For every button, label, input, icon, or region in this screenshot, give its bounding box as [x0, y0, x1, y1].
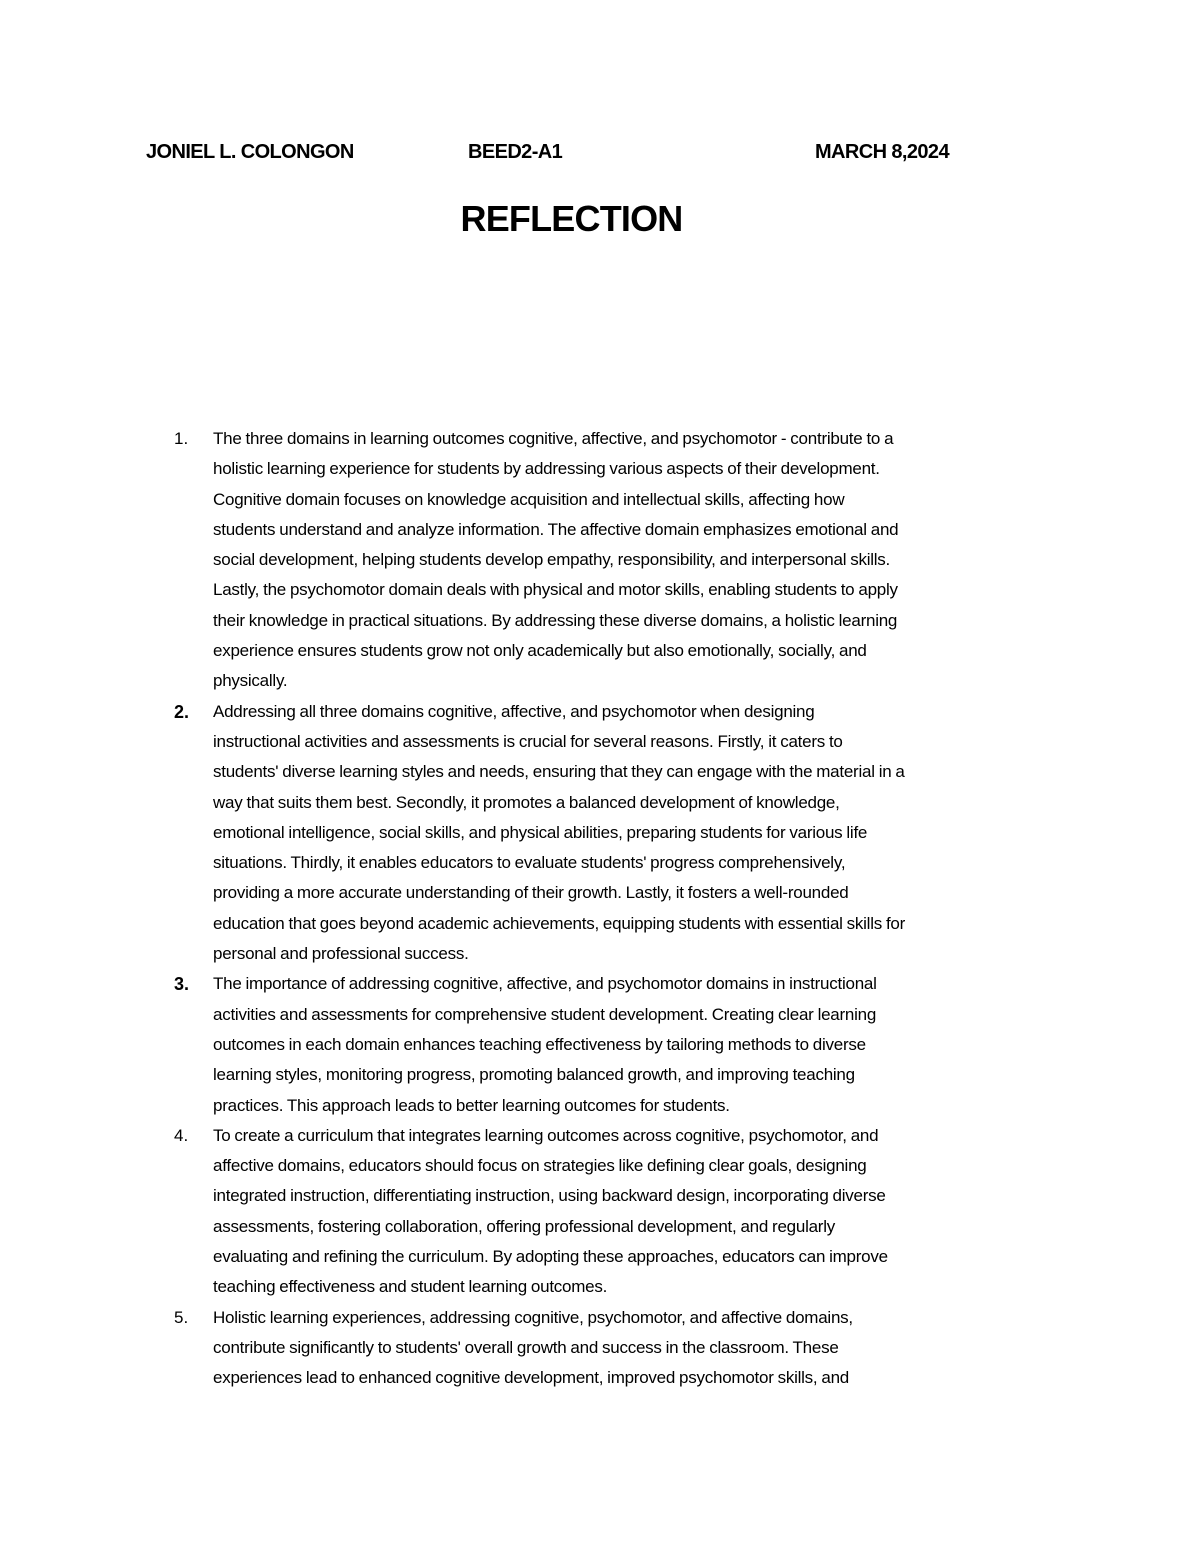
list-item-text	[213, 424, 1063, 697]
list-item	[0, 424, 1200, 697]
text-line: Addressing all three domains cognitive, affective, and psychomotor when designing	[213, 701, 815, 721]
text-line: Cognitive domain focuses on knowledge acquisition and intellectual skills, affecting how	[213, 489, 845, 509]
text-line: contribute significantly to students' overall growth and success in the classroom. These	[213, 1337, 839, 1357]
text-line: personal and professional success.	[213, 944, 469, 964]
text-line: teaching effectiveness and student learning outcomes.	[213, 1277, 608, 1297]
text-line: social development, helping students develop empathy, responsibility, and interpersonal skills.	[213, 550, 891, 570]
text-line: The importance of addressing cognitive, affective, and psychomotor domains in instructional	[213, 974, 877, 994]
text-line: affective domains, educators should focus on strategies like defining clear goals, designing	[213, 1156, 867, 1176]
reflection-list	[0, 424, 1200, 1394]
text-line: outcomes in each domain enhances teaching effectiveness by tailoring methods to diverse	[213, 1034, 866, 1054]
course-section: BEED2-A1	[468, 141, 563, 163]
list-item-number: 4.	[174, 1125, 189, 1145]
text-line: physically.	[213, 671, 288, 691]
list-item-number: 2.	[174, 701, 190, 722]
list-item-number: 1.	[174, 429, 189, 448]
text-line: assessments, fostering collaboration, offering professional development, and regularly	[213, 1216, 835, 1236]
text-line: activities and assessments for comprehensive student development. Creating clear learning	[213, 1004, 877, 1024]
text-line: experiences lead to enhanced cognitive development, improved psychomotor skills, and	[213, 1368, 849, 1388]
text-line: students' diverse learning styles and needs, ensuring that they can engage with the material in a	[213, 762, 905, 782]
list-item-number: 5.	[174, 1307, 189, 1327]
text-line: The three domains in learning outcomes cognitive, affective, and psychomotor - contribute to a	[213, 429, 894, 448]
list-item-number: 3.	[174, 974, 190, 995]
text-line: evaluating and refining the curriculum. By adopting these approaches, educators can improve	[213, 1247, 888, 1267]
text-line: holistic learning experience for students by addressing various aspects of their development.	[213, 459, 880, 479]
list-item	[0, 697, 1200, 970]
text-line: situations. Thirdly, it enables educators to evaluate students' progress comprehensively,	[213, 853, 846, 873]
list-item	[0, 1121, 1200, 1303]
list-item	[0, 969, 1200, 1120]
list-item-text	[213, 697, 1063, 970]
text-line: integrated instruction, differentiating instruction, using backward design, incorporating diverse	[213, 1186, 886, 1206]
text-line: emotional intelligence, social skills, and physical abilities, preparing students for various life	[213, 822, 868, 842]
list-item	[0, 1303, 1200, 1394]
text-line: To create a curriculum that integrates learning outcomes across cognitive, psychomotor, and	[213, 1125, 879, 1145]
text-line: their knowledge in practical situations. By addressing these diverse domains, a holistic learning	[213, 610, 898, 630]
list-item-text	[213, 969, 1063, 1120]
text-line: students understand and analyze information. The affective domain emphasizes emotional and	[213, 519, 899, 539]
text-line: education that goes beyond academic achievements, equipping students with essential skills for	[213, 913, 906, 933]
student-name: JONIEL L. COLONGON	[146, 141, 354, 163]
text-line: experience ensures students grow not only academically but also emotionally, socially, and	[213, 641, 867, 661]
text-line: way that suits them best. Secondly, it promotes a balanced development of knowledge,	[213, 792, 840, 812]
text-line: instructional activities and assessments is crucial for several reasons. Firstly, it caters to	[213, 731, 843, 751]
list-item-text	[213, 1303, 1063, 1394]
document-title: REFLECTION	[460, 198, 683, 239]
document-date: MARCH 8,2024	[815, 141, 949, 163]
list-item-text	[213, 1121, 1063, 1303]
text-line: practices. This approach leads to better learning outcomes for students.	[213, 1095, 730, 1115]
document-header	[0, 141, 1200, 171]
text-line: learning styles, monitoring progress, promoting balanced growth, and improving teaching	[213, 1065, 855, 1085]
text-line: Holistic learning experiences, addressing cognitive, psychomotor, and affective domains,	[213, 1307, 853, 1327]
text-line: providing a more accurate understanding of their growth. Lastly, it fosters a well-rounded	[213, 883, 849, 903]
text-line: Lastly, the psychomotor domain deals with physical and motor skills, enabling students to apply	[213, 580, 898, 600]
